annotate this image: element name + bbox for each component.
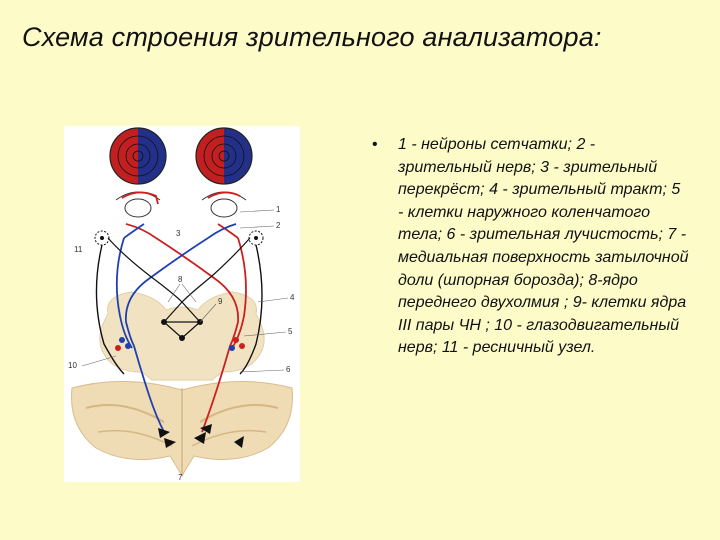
legend-list	[372, 134, 690, 360]
leader-line-8	[168, 284, 180, 302]
lgn-cell	[239, 343, 245, 349]
lgn-cell	[119, 337, 125, 343]
diagram-svg	[64, 126, 300, 482]
visual-pathway-diagram	[64, 126, 300, 482]
label-3: 3	[176, 229, 181, 238]
legend-item	[372, 134, 690, 360]
slide-title: Схема строения зрительного анализатора:	[22, 22, 602, 52]
leader-line-2	[240, 226, 274, 228]
right-eye	[196, 128, 252, 217]
label-8: 8	[178, 275, 183, 284]
ciliary-ganglion-right-core	[254, 236, 258, 240]
leader-line-1	[240, 210, 274, 212]
label-5: 5	[288, 327, 293, 336]
leader-line-6	[240, 370, 284, 372]
pretectal-cell	[179, 335, 185, 341]
label-11: 11	[74, 245, 83, 254]
oculomotor-cell	[161, 319, 167, 325]
label-7: 7	[178, 473, 183, 482]
lgn-cell	[115, 345, 121, 351]
lgn-cell	[233, 337, 239, 343]
legend-text: 1 - нейроны сетчатки; 2 - зрительный нерв; 3 - зрительный перекрёст; 4 - зрительный тракт; 5 - клетки наружного коленчатого тела; 6 - зрительная лучистость; 7 - медиальная поверхность затылочной доли (шпорная борозда); 8-ядро переднего двухолмия ; 9- клетки ядра III пары ЧН ; 10 - глазодвигательный нерв; 11 - ресничный узел.	[398, 136, 689, 357]
lgn-cell	[125, 343, 131, 349]
label-4: 4	[290, 293, 295, 302]
label-9: 9	[218, 297, 223, 306]
red-pathway-top	[208, 192, 240, 198]
label-1: 1	[276, 205, 281, 214]
label-10: 10	[68, 361, 77, 370]
ciliary-ganglion-left-core	[100, 236, 104, 240]
label-6: 6	[286, 365, 291, 374]
bullet-marker: •	[372, 136, 378, 153]
lgn-cell	[229, 345, 235, 351]
label-2: 2	[276, 221, 281, 230]
